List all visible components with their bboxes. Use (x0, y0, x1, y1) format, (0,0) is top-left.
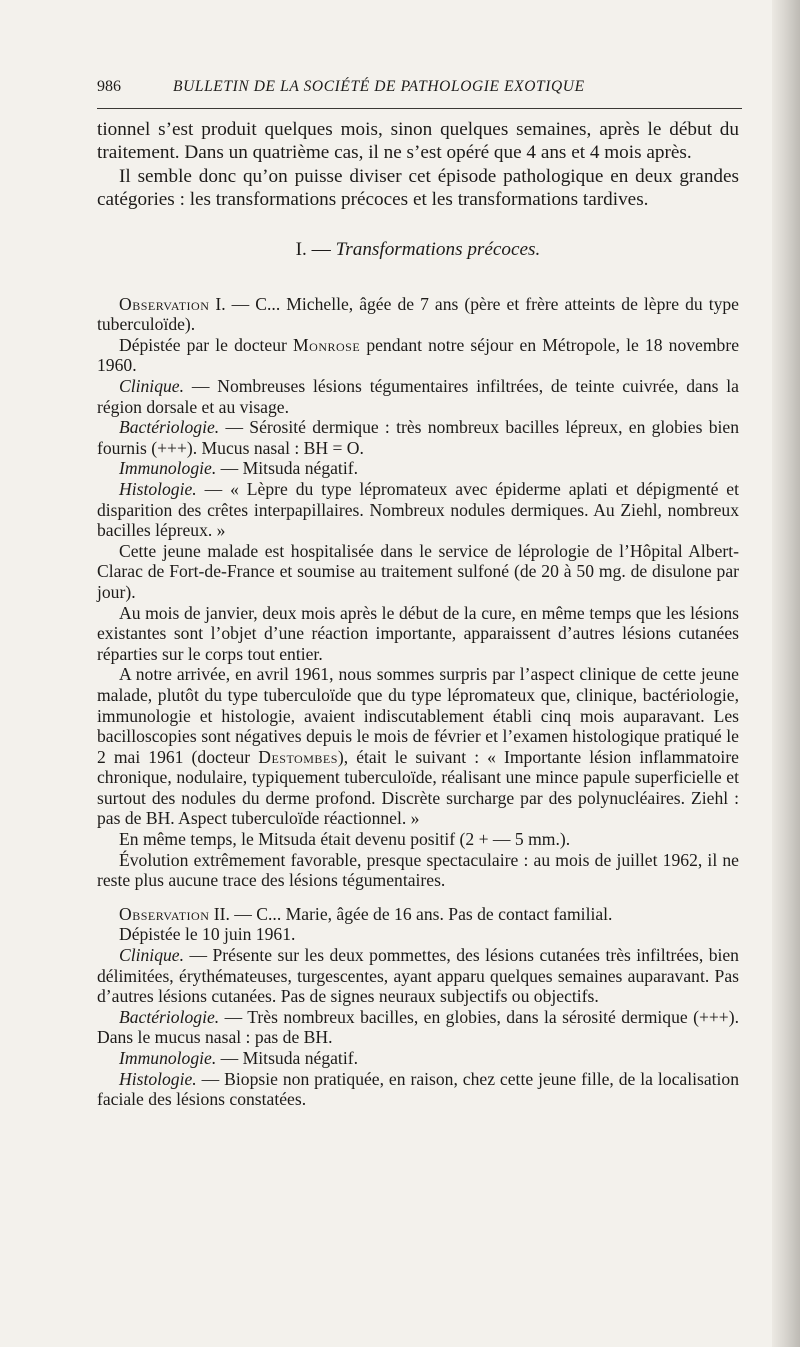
obs1-clinique-text: — Nombreuses lésions tégumentaires infiltrées, de teinte cuivrée, dans la région dorsale et au visage. (97, 376, 739, 417)
obs2-histo-label: Histologie. (119, 1068, 197, 1089)
obs1-depistee (97, 335, 739, 376)
page-edge (772, 0, 800, 1347)
obs2-label: Observation (119, 903, 210, 924)
running-title: BULLETIN DE LA SOCIÉTÉ DE PATHOLOGIE EXOTIQUE (173, 78, 585, 95)
obs1-immuno-label: Immunologie. (119, 458, 217, 479)
obs2-bacterio (97, 1007, 739, 1048)
obs2-depistee: Dépistée le 10 juin 1961. (119, 924, 296, 945)
obs1-immuno-text: — Mitsuda négatif. (220, 458, 358, 479)
obs2-bacterio-label: Bactériologie. (119, 1006, 220, 1027)
header-rule (97, 108, 742, 109)
intro (97, 118, 739, 212)
obs2-clinique-text: — Présente sur les deux pommettes, des lésions cutanées très infiltrées, bien délimitées, érythémateuses, turgescentes, ayant apparu quelques semaines auparavant. Pas d’autres lésions cutanées. Pas de signes neuraux subjectifs ou objectifs. (97, 945, 739, 1007)
obs1-bacterio-text: — Sérosité dermique : très nombreux bacilles lépreux, en globies bien fournis (+++). Mucus nasal : BH = O. (97, 417, 739, 458)
running-header (97, 78, 737, 100)
obs1-evolution: Évolution extrêmement favorable, presque spectaculaire : au mois de juillet 1962, il ne reste plus aucune trace des lésions tégumentaires. (97, 849, 739, 891)
section-heading (97, 238, 739, 262)
section-title: Transformations précoces. (335, 238, 541, 260)
obs2-histo-text: — Biopsie non pratiquée, en raison, chez cette jeune fille, de la localisation faciale des lésions constatées. (97, 1068, 740, 1110)
obs1-histo-text: — « Lèpre du type lépromateux avec épiderme aplati et dépigmenté et disparition des crêtes interpapillaires. Nombreux nodules dermiques. Au Ziehl, nombreux bacilles lépreux. » (97, 478, 739, 541)
obs1-doctor2: Destombes (258, 746, 338, 767)
obs1-janvier: Au mois de janvier, deux mois après le début de la cure, en même temps que les lésions existantes sont l’objet d’une réaction importante, apparaissent d’autres lésions cutanées réparties sur le corps tout entier. (97, 602, 739, 664)
obs2-immuno (97, 1048, 739, 1069)
obs1-label: Observation (119, 293, 210, 314)
obs1-bacterio (97, 417, 739, 458)
obs2-clinique (97, 945, 739, 1007)
obs1-clinique (97, 376, 739, 417)
obs1-hospitalisation: Cette jeune malade est hospitalisée dans le service de léprologie de l’Hôpital Albert-Clarac de Fort-de-France et soumise au traitement sulfoné (de 20 à 50 mg. de disulone par jour). (97, 540, 739, 602)
obs2-bacterio-text: — Très nombreux bacilles, en globies, dans la sérosité dermique (+++). Dans le mucus nasal : pas de BH. (97, 1006, 739, 1048)
obs2-heading (97, 904, 739, 925)
obs1-avril-a: A notre arrivée, en avril 1961, nous sommes surpris par l’aspect clinique de cette jeune malade, plutôt du type tuberculoïde que du type lépromateux que, clinique, bactériologie, immunologie et histologie, avaient indiscutablement établi cinq mois auparavant. Les bacilloscopies sont négatives depuis le mois de février et l’examen histologique pratiqué le 2 mai 1961 (docteur (97, 664, 739, 767)
obs1-histo-label: Histologie. (119, 478, 197, 499)
obs1-avril (97, 664, 739, 829)
obs1-mitsuda: En même temps, le Mitsuda était devenu positif (2 + — 5 mm.). (119, 829, 571, 850)
body-text (97, 118, 739, 1110)
page-number: 986 (97, 78, 121, 95)
obs1-histo (97, 479, 739, 541)
obs2-clinique-label: Clinique. (119, 945, 184, 966)
obs1-heading (97, 294, 739, 335)
intro-paragraph-2: Il semble donc qu’on puisse diviser cet épisode pathologique en deux grandes catégories : les transformations précoces et les transformations tardives. (97, 165, 739, 211)
obs2-histo (97, 1069, 739, 1110)
obs2-immuno-text: — Mitsuda négatif. (220, 1048, 358, 1068)
obs1-doctor: Monrose (293, 334, 361, 355)
obs1-immuno (97, 458, 739, 479)
obs1-depistee-a: Dépistée par le docteur (119, 334, 287, 355)
section-numeral: I. — (295, 238, 331, 260)
obs1-depistee-b: pendant notre séjour en Métropole, le 18 novembre 1960. (97, 334, 740, 376)
obs1-text: I. — C... Michelle, âgée de 7 ans (père et frère atteints de lèpre du type tuberculoïde). (97, 293, 739, 335)
obs1-clinique-label: Clinique. (119, 376, 184, 396)
obs2-immuno-label: Immunologie. (119, 1048, 217, 1068)
obs1-avril-b: ), était le suivant : « Importante lésion inflammatoire chronique, nodulaire, typiquement tuberculoïde, réalisant une mince papule superficielle et surtout des nodules du derme profond. Discrète surcharge par des polynucléaires. Ziehl : pas de BH. Aspect tuberculoïde réactionnel. » (97, 746, 739, 829)
observation-gap (97, 891, 739, 904)
obs2-text: II. — C... Marie, âgée de 16 ans. Pas de contact familial. (213, 903, 613, 924)
intro-paragraph-1: tionnel s’est produit quelques mois, sinon quelques semaines, après le début du traitement. Dans un quatrième cas, il ne s’est opéré que 4 ans et 4 mois après. (97, 119, 739, 164)
obs1-bacterio-label: Bactériologie. (119, 417, 220, 438)
